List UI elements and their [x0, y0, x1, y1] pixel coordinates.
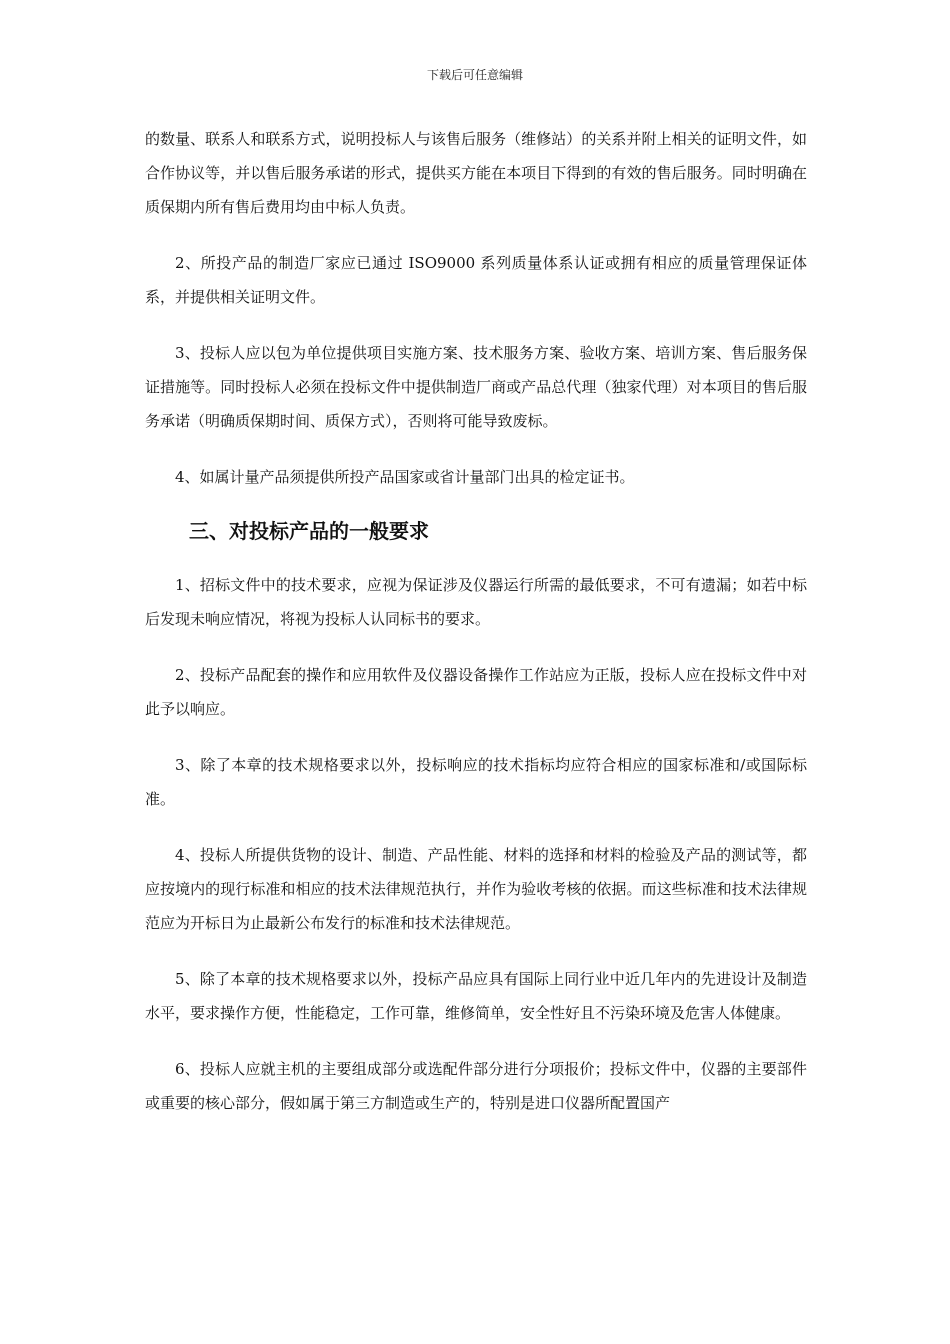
requirement-item-3: 3、除了本章的技术规格要求以外，投标响应的技术指标均应符合相应的国家标准和/或国际标准。 — [145, 756, 807, 808]
requirement-item-1: 1、招标文件中的技术要求，应视为保证涉及仪器运行所需的最低要求，不可有遗漏；如若中标后发现未响应情况，将视为投标人认同标书的要求。 — [145, 576, 807, 628]
paragraph-continuation: 的数量、联系人和联系方式，说明投标人与该售后服务（维修站）的关系并附上相关的证明文件，如合作协议等，并以售后服务承诺的形式，提供买方能在本项目下得到的有效的售后服务。同时明确在质保期内所有售后费用均由中标人负责。 — [145, 130, 807, 216]
paragraph-item-2: 2、所投产品的制造厂家应已通过 ISO9000 系列质量体系认证或拥有相应的质量管理保证体系，并提供相关证明文件。 — [145, 254, 807, 306]
requirement-item-5: 5、除了本章的技术规格要求以外，投标产品应具有国际上同行业中近几年内的先进设计及制造水平，要求操作方便，性能稳定，工作可靠，维修简单，安全性好且不污染环境及危害人体健康。 — [145, 970, 807, 1022]
requirement-item-6: 6、投标人应就主机的主要组成部分或选配件部分进行分项报价；投标文件中，仪器的主要部件或重要的核心部分，假如属于第三方制造或生产的，特别是进口仪器所配置国产 — [145, 1060, 807, 1112]
paragraph-item-4: 4、如属计量产品须提供所投产品国家或省计量部门出具的检定证书。 — [175, 468, 635, 486]
page-header: 下载后可任意编辑 — [426, 68, 523, 82]
paragraph-item-3: 3、投标人应以包为单位提供项目实施方案、技术服务方案、验收方案、培训方案、售后服务保证措施等。同时投标人必须在投标文件中提供制造厂商或产品总代理（独家代理）对本项目的售后服务承诺（明确质保期时间、质保方式），否则将可能导致废标。 — [145, 344, 807, 430]
requirement-item-2: 2、投标产品配套的操作和应用软件及仪器设备操作工作站应为正版，投标人应在投标文件中对此予以响应。 — [145, 666, 807, 718]
section-heading: 三、对投标产品的一般要求 — [189, 519, 429, 543]
requirement-item-4: 4、投标人所提供货物的设计、制造、产品性能、材料的选择和材料的检验及产品的测试等，都应按境内的现行标准和相应的技术法律规范执行，并作为验收考核的依据。而这些标准和技术法律规范应为开标日为止最新公布发行的标准和技术法律规范。 — [145, 846, 807, 932]
document-body — [145, 122, 807, 1142]
